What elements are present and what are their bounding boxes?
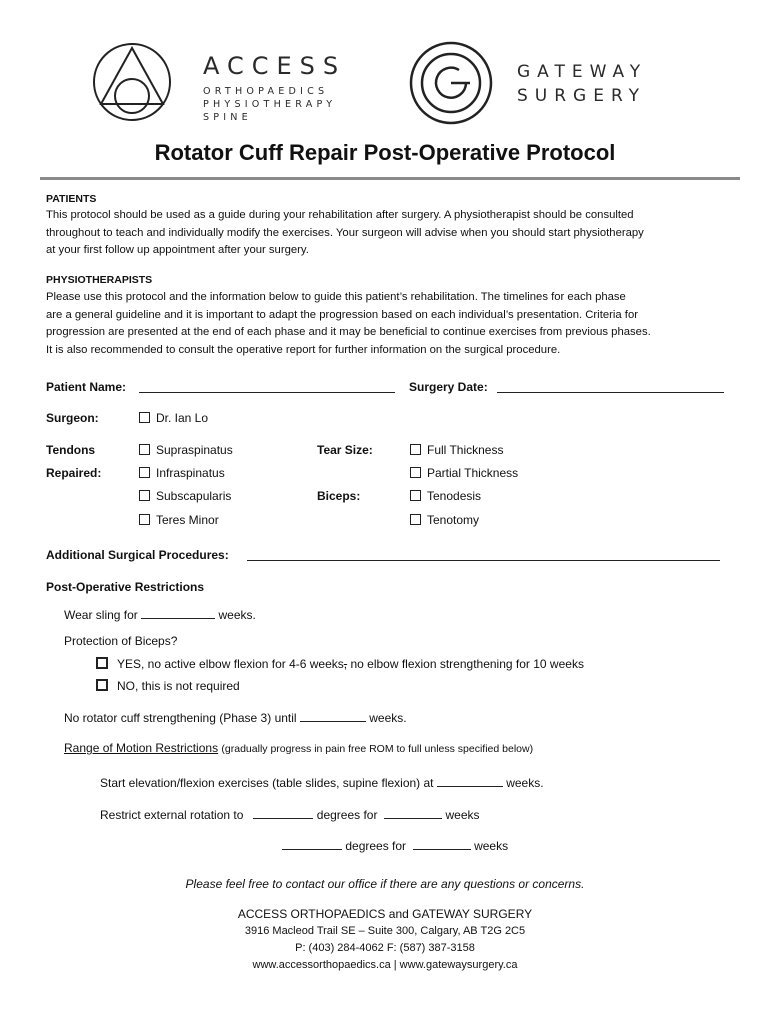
patients-heading: PATIENTS (46, 193, 97, 205)
tendon-checkbox[interactable] (139, 467, 150, 478)
elevation-weeks-field[interactable] (437, 774, 503, 787)
rom-heading: Range of Motion Restrictions (gradually progress in pain free ROM to full unless specified below) (64, 741, 534, 755)
tendon-checkbox[interactable] (139, 444, 150, 455)
tendon-option: Subscapularis (139, 489, 231, 503)
er-row-2: degrees for weeks (282, 837, 508, 853)
physio-paragraph: Please use this protocol and the information below to guide this patient’s rehabilitation. The timelines for each phase are a general guideline and it is important to adapt the progression based on each individual’s presentation. Criteria for progression are presented at the end of each phase and it may be beneficial to continue exercises from previous phases. It is also recommended to consult the operative report for further information on the surgical procedure. (46, 291, 651, 356)
tendon-option: Infraspinatus (139, 466, 225, 480)
er-weeks-field[interactable] (384, 806, 442, 819)
footer-phones: P: (403) 284-4062 F: (587) 387-3158 (295, 942, 475, 954)
er-degrees-field[interactable] (282, 837, 342, 850)
additional-procedures-field[interactable] (247, 548, 720, 561)
elevation-row: Start elevation/flexion exercises (table slides, supine flexion) at weeks. (100, 776, 544, 790)
footer-address: 3916 Macleod Trail SE – Suite 300, Calgary, AB T2G 2C5 (244, 925, 526, 937)
gateway-logo-icon (408, 40, 494, 126)
gateway-logo-sub: SURGERY (517, 86, 647, 106)
biceps-checkbox[interactable] (410, 490, 421, 501)
access-logo-icon (92, 42, 172, 122)
biceps-label: Biceps: (317, 489, 361, 503)
tear-size-label: Tear Size: (317, 443, 373, 457)
sling-weeks-field[interactable] (141, 606, 215, 619)
tendon-option: Supraspinatus (139, 443, 233, 457)
er-degrees-field[interactable] (253, 806, 313, 819)
tear-checkbox[interactable] (410, 444, 421, 455)
er-weeks-field[interactable] (413, 837, 471, 850)
strengthening-weeks-field[interactable] (300, 709, 366, 722)
tendons-label: Tendons (46, 443, 96, 457)
tendon-checkbox[interactable] (139, 514, 150, 525)
title-divider (40, 177, 740, 180)
access-logo-name: ACCESS (203, 52, 347, 80)
tear-option: Partial Thickness (410, 466, 518, 480)
contact-note: Please feel free to contact our office if there are any questions or concerns. (185, 877, 585, 891)
restrictions-heading: Post-Operative Restrictions (46, 580, 205, 594)
repaired-label: Repaired: (46, 466, 102, 480)
biceps-no-checkbox[interactable] (96, 679, 108, 691)
tear-option: Full Thickness (410, 443, 503, 457)
additional-procedures-label: Additional Surgical Procedures: (46, 548, 229, 562)
biceps-yes-option: YES, no active elbow flexion for 4-6 weeks, no elbow flexion strengthening for 10 weeks (96, 657, 584, 671)
biceps-option: Tenotomy (410, 513, 479, 527)
surgeon-label: Surgeon: (46, 411, 99, 425)
sling-row: Wear sling for weeks. (64, 608, 256, 622)
footer-org: ACCESS ORTHOPAEDICS and GATEWAY SURGERY (237, 907, 533, 921)
er-row-1: Restrict external rotation to degrees for weeks (100, 808, 480, 822)
access-logo-sub: ORTHOPAEDICS PHYSIOTHERAPY SPINE (203, 86, 337, 123)
surgeon-checkbox[interactable] (139, 412, 150, 423)
biceps-protection-question: Protection of Biceps? (64, 634, 178, 648)
surgery-date-field[interactable] (497, 380, 724, 393)
physio-heading: PHYSIOTHERAPISTS (46, 274, 153, 286)
biceps-option: Tenodesis (410, 489, 481, 503)
patient-name-field[interactable] (139, 380, 395, 393)
strengthening-row: No rotator cuff strengthening (Phase 3) until weeks. (64, 711, 407, 725)
gateway-logo-name: GATEWAY (517, 62, 648, 82)
biceps-checkbox[interactable] (410, 514, 421, 525)
tear-checkbox[interactable] (410, 467, 421, 478)
page-title: Rotator Cuff Repair Post-Operative Protocol (154, 140, 616, 165)
surgeon-option: Dr. Ian Lo (139, 411, 208, 425)
biceps-no-option: NO, this is not required (96, 679, 240, 693)
biceps-yes-checkbox[interactable] (96, 657, 108, 669)
tendon-option: Teres Minor (139, 513, 219, 527)
tendon-checkbox[interactable] (139, 490, 150, 501)
patients-paragraph: This protocol should be used as a guide during your rehabilitation after surgery. A physiotherapist should be consulted throughout to teach and individually modify the exercises. Your surgeon will advise when you should start physiotherapy at your first follow up appointment after your surgery. (46, 209, 644, 256)
patient-name-label: Patient Name: (46, 380, 127, 394)
surgery-date-label: Surgery Date: (409, 380, 488, 394)
footer-web: www.accessorthopaedics.ca | www.gatewaysurgery.ca (252, 959, 518, 971)
